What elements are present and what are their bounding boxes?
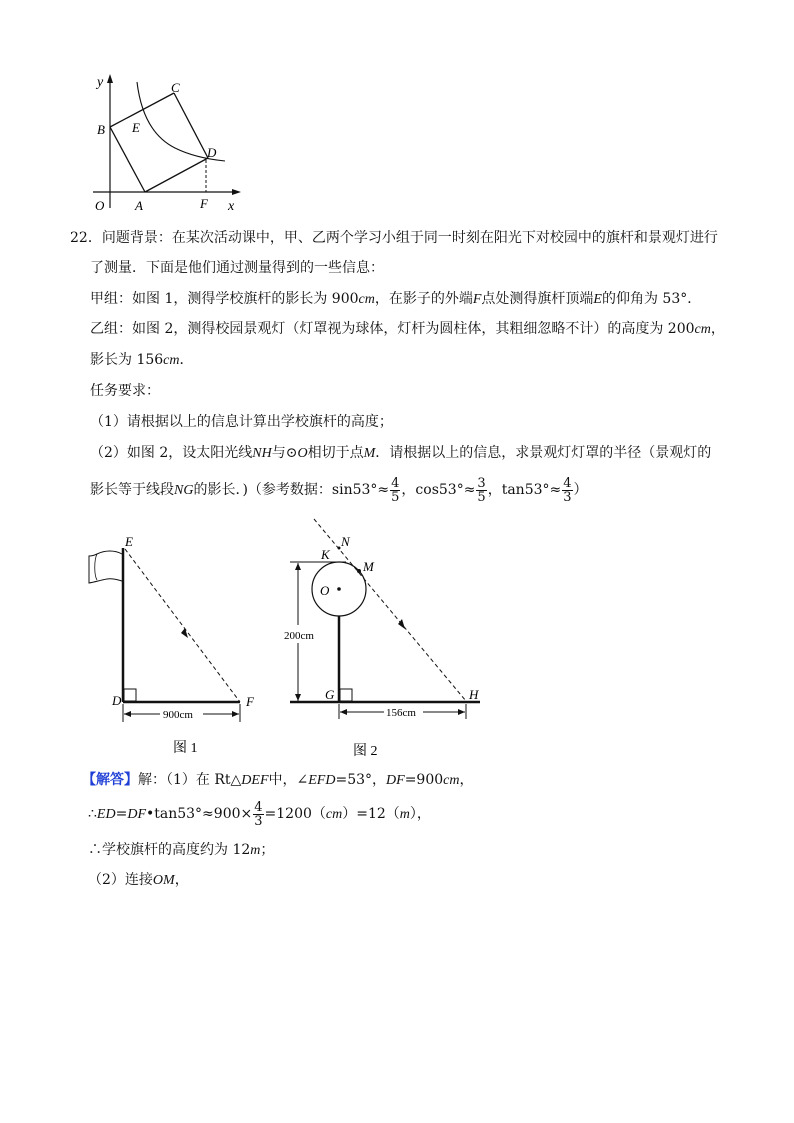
segment-bc (110, 93, 174, 127)
figure-2-caption: 图 2 (353, 744, 378, 759)
fraction-sin (390, 477, 400, 504)
q3-text-5: ） (573, 482, 588, 498)
s2-text-1: •tan53°≈900× (146, 806, 253, 822)
figure-1 (85, 530, 270, 760)
s2-text-4: ）， (409, 806, 431, 822)
fraction-denominator: 3 (563, 489, 572, 505)
fraction-four-thirds (253, 801, 263, 828)
problem-line-1 (70, 228, 718, 248)
var-def: DEF (241, 773, 269, 788)
group-a-text-3: 点处测得旗杆顶端 (481, 291, 594, 307)
q3-text-3: ，cos53°≈ (401, 482, 476, 498)
dim-arrow-right (458, 709, 465, 715)
s4-text-2: ， (174, 872, 189, 888)
s1-text-1: 解：（1）在 Rt△ (138, 772, 242, 788)
label-f: F (246, 694, 254, 709)
problem-number: 22． (70, 230, 102, 246)
group-a-text-1: 甲组：如图 1，测得学校旗杆的影长为 900 (90, 291, 359, 307)
q3-text-4: ，tan53°≈ (487, 482, 562, 498)
label-y: y (97, 75, 104, 90)
s3-text-1: ∴学校旗杆的高度约为 12 (88, 842, 251, 858)
dim-arrow-left (340, 709, 347, 715)
fraction-tan (562, 477, 572, 504)
group-a-text-2: ，在影子的外端 (374, 291, 473, 307)
var-f: F (472, 292, 482, 307)
unit-cm: cm (358, 292, 375, 307)
fraction-numerator: 3 (477, 475, 486, 491)
right-angle-mark (124, 689, 136, 701)
right-angle-mark (340, 689, 352, 701)
solution-line-1 (82, 770, 473, 791)
label-h: H (469, 687, 479, 702)
problem-line-4 (90, 319, 725, 340)
fraction-numerator: 4 (391, 475, 400, 491)
height-dim-label: 200cm (284, 630, 314, 642)
q3-text-2: 的影长．)（参考数据：sin53°≈ (193, 482, 390, 498)
s1-text-3: =53°， (335, 772, 387, 788)
therefore-symbol: ∴ (88, 806, 97, 822)
s2-text-3: ）=12（ (342, 806, 400, 822)
group-a-text-4: 的仰角为 53°． (601, 291, 702, 307)
dim-label-900cm: 900cm (163, 709, 193, 721)
shadow-dim-label: 156cm (386, 707, 416, 719)
sunlight-arrow (181, 628, 188, 638)
label-m: M (363, 559, 374, 574)
center-o-dot (337, 587, 341, 591)
var-df: DF (127, 807, 146, 822)
label-x: x (228, 199, 235, 214)
problem-line-2-text: 了测量．下面是他们通过测量得到的一些信息： (90, 260, 384, 276)
s2-text-2: =1200（ (264, 806, 326, 822)
var-df: DF (386, 773, 405, 788)
unit-m: m (250, 843, 261, 858)
task-title (90, 381, 160, 401)
segment-ab (110, 127, 145, 192)
s1-text-5: ， (459, 772, 474, 788)
var-o: O (297, 446, 308, 461)
var-m: M (363, 446, 376, 461)
label-g: G (325, 687, 335, 702)
unit-cm: cm (694, 322, 711, 337)
height-arrow-top (295, 563, 301, 570)
coordinate-figure (85, 70, 255, 215)
x-axis-arrow (232, 189, 241, 195)
question-2-cont (90, 476, 588, 505)
var-ng: NG (174, 483, 194, 498)
fraction-cos (476, 477, 486, 504)
question-1 (90, 412, 393, 432)
question-2 (90, 443, 711, 464)
figure-1-caption: 图 1 (173, 741, 198, 756)
q2-text-3: 相切于点 (307, 445, 364, 461)
dim-arrow-right (232, 711, 239, 717)
problem-line-2 (90, 258, 384, 278)
unit-cm: cm (325, 807, 343, 822)
solution-line-4 (88, 870, 189, 891)
solution-tag: 【解答】 (82, 772, 138, 788)
label-c: C (171, 80, 180, 95)
flag-icon (89, 551, 122, 583)
segment-cd (174, 93, 208, 158)
label-o: O (95, 198, 105, 213)
fraction-denominator: 5 (477, 489, 486, 505)
fraction-denominator: 5 (391, 489, 400, 505)
var-nh: NH (252, 446, 272, 461)
label-d: D (207, 145, 217, 160)
s1-text-4: =900 (404, 772, 444, 788)
label-k: K (321, 547, 330, 562)
shadow-length-text: 影长为 156 (90, 352, 164, 368)
question-1-text: （1）请根据以上的信息计算出学校旗杆的高度； (90, 414, 393, 430)
task-title-text: 任务要求： (90, 383, 160, 399)
q2-text-4: ．请根据以上的信息，求景观灯灯罩的半径（景观灯的 (375, 445, 712, 461)
var-om: OM (152, 873, 175, 888)
solution-line-3 (88, 840, 274, 861)
label-o: O (320, 583, 330, 598)
period: ． (179, 352, 194, 368)
q3-text-1: 影长等于线段 (90, 482, 174, 498)
dim-arrow-left (124, 711, 131, 717)
unit-cm: cm (443, 773, 460, 788)
solution-line-2 (88, 800, 431, 829)
sunlight-line (125, 549, 240, 702)
figure-2 (280, 515, 495, 765)
label-d: D (112, 693, 122, 708)
tangent-point-m (357, 569, 361, 573)
label-e: E (132, 120, 140, 135)
var-efd: EFD (308, 773, 336, 788)
y-axis-arrow (107, 74, 113, 83)
group-b-text-2: ， (710, 321, 725, 337)
problem-background: 问题背景：在某次活动课中，甲、乙两个学习小组于同一时刻在阳光下对校园中的旗杆和景观灯进行 (101, 230, 718, 246)
problem-line-5 (90, 350, 194, 371)
q2-text-1: （2）如图 2，设太阳光线 (90, 445, 253, 461)
label-f: F (200, 196, 208, 211)
unit-m: m (399, 807, 410, 822)
segment-ad (145, 158, 208, 192)
s1-text-2: 中，∠ (268, 772, 309, 788)
fraction-numerator: 4 (254, 799, 263, 815)
s3-text-2: ； (260, 842, 275, 858)
fraction-numerator: 4 (563, 475, 572, 491)
problem-line-3 (90, 289, 701, 310)
label-e: E (125, 534, 133, 549)
height-arrow-bottom (295, 694, 301, 701)
sunlight-arrow (398, 619, 405, 629)
var-e: E (593, 292, 602, 307)
label-n: N (341, 534, 350, 549)
label-b: B (97, 122, 105, 137)
equals: = (115, 806, 128, 822)
label-a: A (135, 198, 143, 213)
group-b-text-1: 乙组：如图 2，测得校园景观灯（灯罩视为球体，灯杆为圆柱体，其粗细忽略不计）的高度为 200 (90, 321, 695, 337)
sunlight-nh (314, 519, 466, 701)
var-ed: ED (96, 807, 116, 822)
q2-text-2: 与⊙ (271, 445, 298, 461)
s4-text-1: （2）连接 (88, 872, 153, 888)
fraction-denominator: 3 (254, 813, 263, 829)
unit-cm: cm (163, 353, 180, 368)
